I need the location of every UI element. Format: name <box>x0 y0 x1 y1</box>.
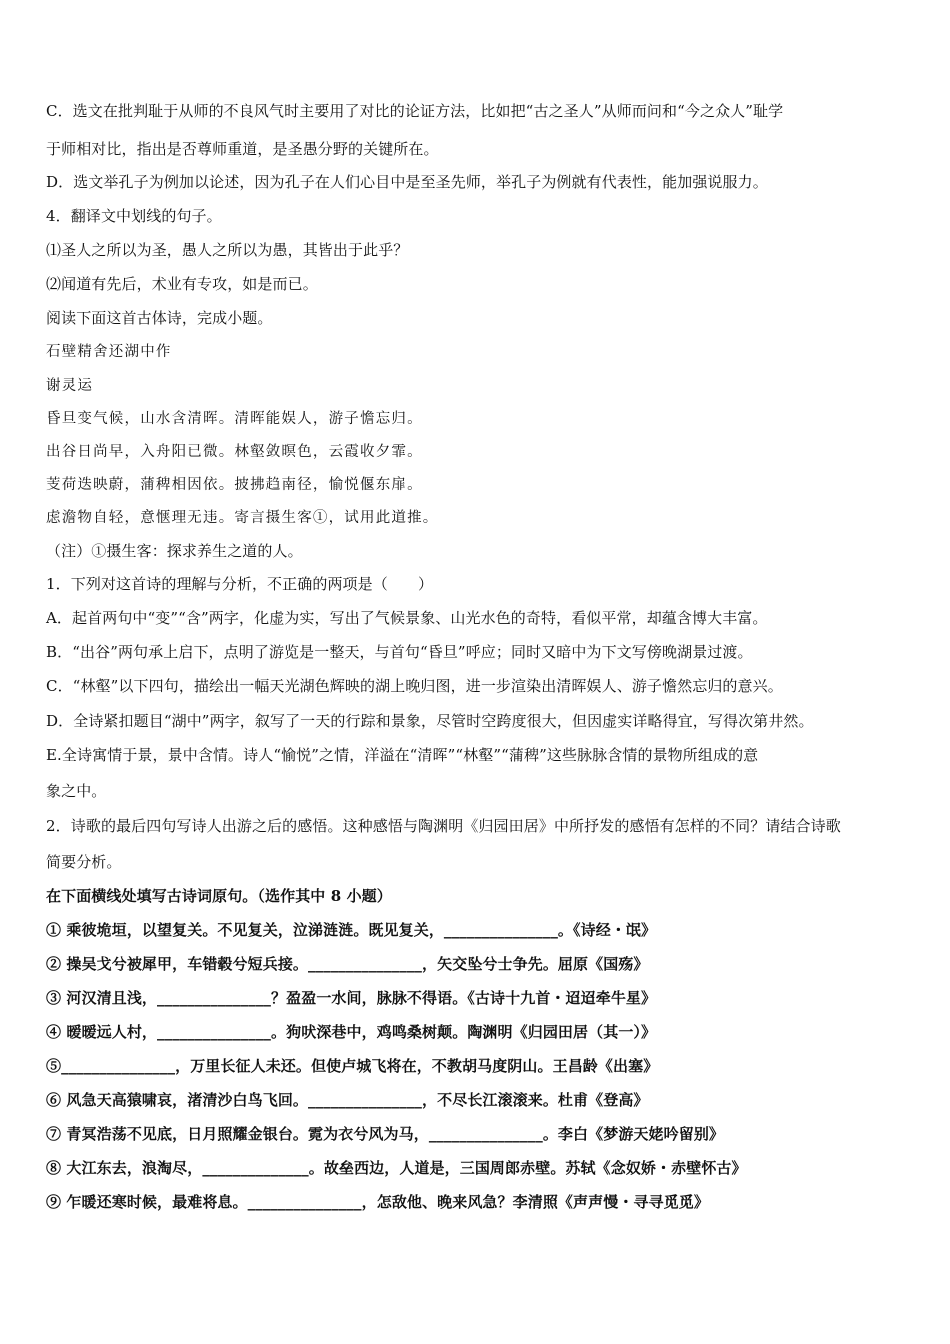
q1-option-d: D．全诗紧扣题目“湖中”两字，叙写了一天的行踪和景象，尽管时空跨度很大，但因虚实详略得宜，写得次第井然。 <box>46 712 814 730</box>
poem-line-1: 昏旦变气候，山水含清晖。清晖能娱人，游子憺忘归。 <box>46 411 423 427</box>
translation-item-1: ⑴圣人之所以为圣，愚人之所以为愚，其皆出于此乎？ <box>46 241 409 259</box>
question-4-heading: 4．翻译文中划线的句子。 <box>46 207 222 225</box>
poem-title: 石壁精舍还湖中作 <box>46 344 172 360</box>
fill-item-7: ⑦ 青冥浩荡不见底，日月照耀金银台。霓为衣兮风为马，_______________。李白《梦游天姥吟留别》 <box>46 1125 725 1143</box>
question-2-line-1: 2．诗歌的最后四句写诗人出游之后的感悟。这种感悟与陶渊明《归园田居》中所抒发的感悟有怎样的不同？请结合诗歌 <box>46 817 841 835</box>
fill-item-1: ① 乘彼垝垣，以望复关。不见复关，泣涕涟涟。既见复关，_______________。《诗经・氓》 <box>46 921 657 939</box>
q1-option-e-line-1: E.全诗寓情于景，景中含情。诗人“愉悦”之情，洋溢在“清晖”“林壑”“蒲稗”这些脉脉含情的景物所组成的意 <box>46 746 759 764</box>
fill-item-5: ⑤_______________，万里长征人未还。但使卢城飞将在，不教胡马度阴山。王昌龄《出塞》 <box>46 1057 659 1075</box>
q1-option-b: B．“出谷”两句承上启下，点明了游览是一整天，与首句“昏旦”呼应；同时又暗中为下文写傍晚湖景过渡。 <box>46 643 753 661</box>
fill-item-9: ⑨ 乍暖还寒时候，最难将息。_______________，怎敌他、晚来风急？李清照《声声慢・寻寻觅觅》 <box>46 1193 709 1211</box>
fill-item-3: ③ 河汉清且浅，_______________？盈盈一水间，脉脉不得语。《古诗十九首・迢迢牵牛星》 <box>46 989 657 1007</box>
fill-item-2: ② 操吴戈兮被犀甲，车错毂兮短兵接。_______________，矢交坠兮士争先。屈原《国殇》 <box>46 955 649 973</box>
poem-line-4: 虑澹物自轻，意惬理无违。寄言摄生客①，试用此道推。 <box>46 510 439 526</box>
fill-item-8: ⑧ 大江东去，浪淘尽，______________。故垒西边，人道是，三国周郎赤壁。苏轼《念奴娇・赤壁怀古》 <box>46 1159 747 1177</box>
poem-author: 谢灵运 <box>46 378 94 394</box>
fill-in-heading: 在下面横线处填写古诗词原句。（选作其中 8 小题） <box>46 887 392 905</box>
translation-item-2: ⑵闻道有先后，术业有专攻，如是而已。 <box>46 275 318 293</box>
option-d: D．选文举孔子为例加以论述，因为孔子在人们心目中是至圣先师，举孔子为例就有代表性，能加强说服力。 <box>46 173 768 191</box>
poem-line-2: 出谷日尚早，入舟阳已微。林壑敛暝色，云霞收夕霏。 <box>46 444 423 460</box>
poem-instruction: 阅读下面这首古体诗，完成小题。 <box>46 309 273 327</box>
fill-item-4: ④ 暧暧远人村，_______________。狗吠深巷中，鸡鸣桑树颠。陶渊明《归园田居（其一）》 <box>46 1023 657 1041</box>
poem-line-3: 芰荷迭映蔚，蒲稗相因依。披拂趋南径，愉悦偃东扉。 <box>46 477 423 493</box>
option-c-line-2: 于师相对比，指出是否尊师重道，是圣愚分野的关键所在。 <box>46 140 439 158</box>
fill-item-6: ⑥ 风急天高猿啸哀，渚清沙白鸟飞回。_______________，不尽长江滚滚来。杜甫《登高》 <box>46 1091 649 1109</box>
option-c-line-1: C．选文在批判耻于从师的不良风气时主要用了对比的论证方法，比如把“古之圣人”从师而问和“今之众人”耻学 <box>46 102 784 120</box>
q1-option-e-line-2: 象之中。 <box>46 782 107 800</box>
question-1-heading: 1．下列对这首诗的理解与分析，不正确的两项是（ ） <box>46 575 434 593</box>
poem-note: （注）①摄生客：探求养生之道的人。 <box>46 542 303 560</box>
q1-option-a: A．起首两句中“变”“含”两字，化虚为实，写出了气候景象、山光水色的奇特，看似平常，却蕴含博大丰富。 <box>46 609 768 627</box>
q1-option-c: C．“林壑”以下四句，描绘出一幅天光湖色辉映的湖上晚归图，进一步渲染出清晖娱人、游子憺然忘归的意兴。 <box>46 677 783 695</box>
question-2-line-2: 简要分析。 <box>46 853 122 871</box>
